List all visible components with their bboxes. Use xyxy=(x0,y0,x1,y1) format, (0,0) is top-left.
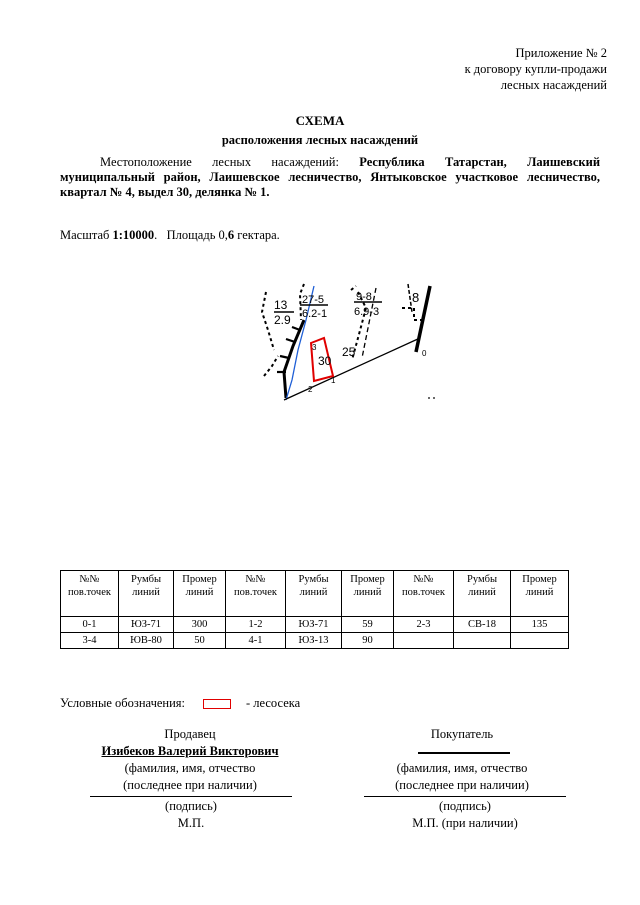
buyer-signature-line xyxy=(364,796,566,797)
table-cell: 135 xyxy=(511,617,569,633)
area-label: Площадь 0, xyxy=(166,228,228,242)
seller-sign-block xyxy=(90,798,292,832)
buyer-block xyxy=(362,726,562,794)
left-border-ticks xyxy=(277,327,300,372)
annex-line-3: лесных насаждений xyxy=(500,78,607,92)
rhumb-lines-table xyxy=(60,570,569,649)
map-label-30: 30 xyxy=(318,354,332,368)
location-value: Республика Татарстан, Лаишевский муниципальный район, Лаишевское лесничество, Янтыковское участковое лесничество, квартал № 4, выдел 30, делянка № 1. xyxy=(60,155,601,199)
table-cell: 1-2 xyxy=(226,617,286,633)
table-header-cell: Промер линий xyxy=(342,571,394,617)
scale-line: Масштаб 1:10000. Площадь 0,6 гектара. xyxy=(60,228,280,242)
table-cell: 2-3 xyxy=(394,617,454,633)
table-cell: 0-1 xyxy=(61,617,119,633)
seller-signature-line xyxy=(90,796,292,797)
table-header-cell: №№ пов.точек xyxy=(226,571,286,617)
table-cell: ЮЗ-13 xyxy=(286,633,342,649)
table-row xyxy=(61,633,569,649)
scale-value: 1:10000 xyxy=(112,228,155,242)
table-cell: 4-1 xyxy=(226,633,286,649)
table-header-cell: Промер линий xyxy=(174,571,226,617)
seller-name: Изибеков Валерий Викторович xyxy=(101,744,279,758)
map-label-8: 8 xyxy=(412,290,420,305)
table-cell xyxy=(454,633,511,649)
annex-line-1: Приложение № 2 xyxy=(515,46,607,60)
map-label-13: 13 xyxy=(274,298,288,312)
point-label-0: 0 xyxy=(422,349,427,358)
area-value: 6 xyxy=(227,228,235,242)
table-row xyxy=(61,617,569,633)
document-subtitle: расположения лесных насаждений xyxy=(221,133,419,147)
forest-scheme-map xyxy=(248,280,448,405)
seller-fio-note: (фамилия, имя, отчество xyxy=(124,761,256,775)
map-label-6-2-1: 6.2-1 xyxy=(302,308,328,320)
table-header-cell: №№ пов.точек xyxy=(394,571,454,617)
table-cell xyxy=(511,633,569,649)
seller-sign-note: (подпись) xyxy=(165,799,217,813)
table-cell: ЮВ-80 xyxy=(119,633,174,649)
map-label-6-9-3: 6.9-3 xyxy=(354,306,380,318)
map-label-9-8: 9-8 xyxy=(356,291,372,303)
buyer-sign-note: (подпись) xyxy=(439,799,491,813)
cutting-area-legend-swatch xyxy=(203,699,231,709)
annex-header xyxy=(465,45,607,93)
table-header-cell: Промер линий xyxy=(511,571,569,617)
area-unit: гектара. xyxy=(237,228,280,242)
table-header-cell: Румбы линий xyxy=(454,571,511,617)
table-cell: 3-4 xyxy=(61,633,119,649)
seller-block xyxy=(90,726,290,794)
buyer-stamp-note: М.П. (при наличии) xyxy=(412,816,518,830)
table-header-cell: Румбы линий xyxy=(119,571,174,617)
table-cell: 300 xyxy=(174,617,226,633)
table-cell: 50 xyxy=(174,633,226,649)
table-cell: 90 xyxy=(342,633,394,649)
table-cell: СВ-18 xyxy=(454,617,511,633)
point-label-2: 2 xyxy=(308,385,313,394)
left-border-line xyxy=(284,320,304,398)
location-label: Местоположение лесных насаждений: xyxy=(100,155,339,169)
seller-stamp-note: М.П. xyxy=(177,816,205,830)
seller-title: Продавец xyxy=(164,727,216,741)
map-label-2-9: 2.9 xyxy=(274,313,291,327)
table-header-cell: №№ пов.точек xyxy=(61,571,119,617)
legend-label: Условные обозначения: xyxy=(60,696,186,710)
seller-fio-note-2: (последнее при наличии) xyxy=(123,778,257,792)
table-cell: ЮЗ-71 xyxy=(286,617,342,633)
map-label-25: 25 xyxy=(342,345,356,359)
table-header-cell: Румбы линий xyxy=(286,571,342,617)
buyer-name-line xyxy=(418,752,510,754)
legend-item-text: - лесосека xyxy=(246,696,301,710)
table-cell: 59 xyxy=(342,617,394,633)
point-label-3: 3 xyxy=(312,343,317,352)
buyer-fio-note: (фамилия, имя, отчество xyxy=(396,761,528,775)
table-header-row xyxy=(61,571,569,617)
location-paragraph xyxy=(60,155,600,200)
buyer-sign-block xyxy=(364,798,566,832)
table-cell xyxy=(394,633,454,649)
table-cell: ЮЗ-71 xyxy=(119,617,174,633)
annex-line-2: к договору купли-продажи xyxy=(464,62,607,76)
document-title: СХЕМА xyxy=(295,113,345,128)
scale-label: Масштаб xyxy=(60,228,110,242)
buyer-title: Покупатель xyxy=(430,727,494,741)
buyer-fio-note-2: (последнее при наличии) xyxy=(395,778,529,792)
map-label-27-5: 27-5 xyxy=(302,294,325,306)
point-label-1: 1 xyxy=(331,376,336,385)
